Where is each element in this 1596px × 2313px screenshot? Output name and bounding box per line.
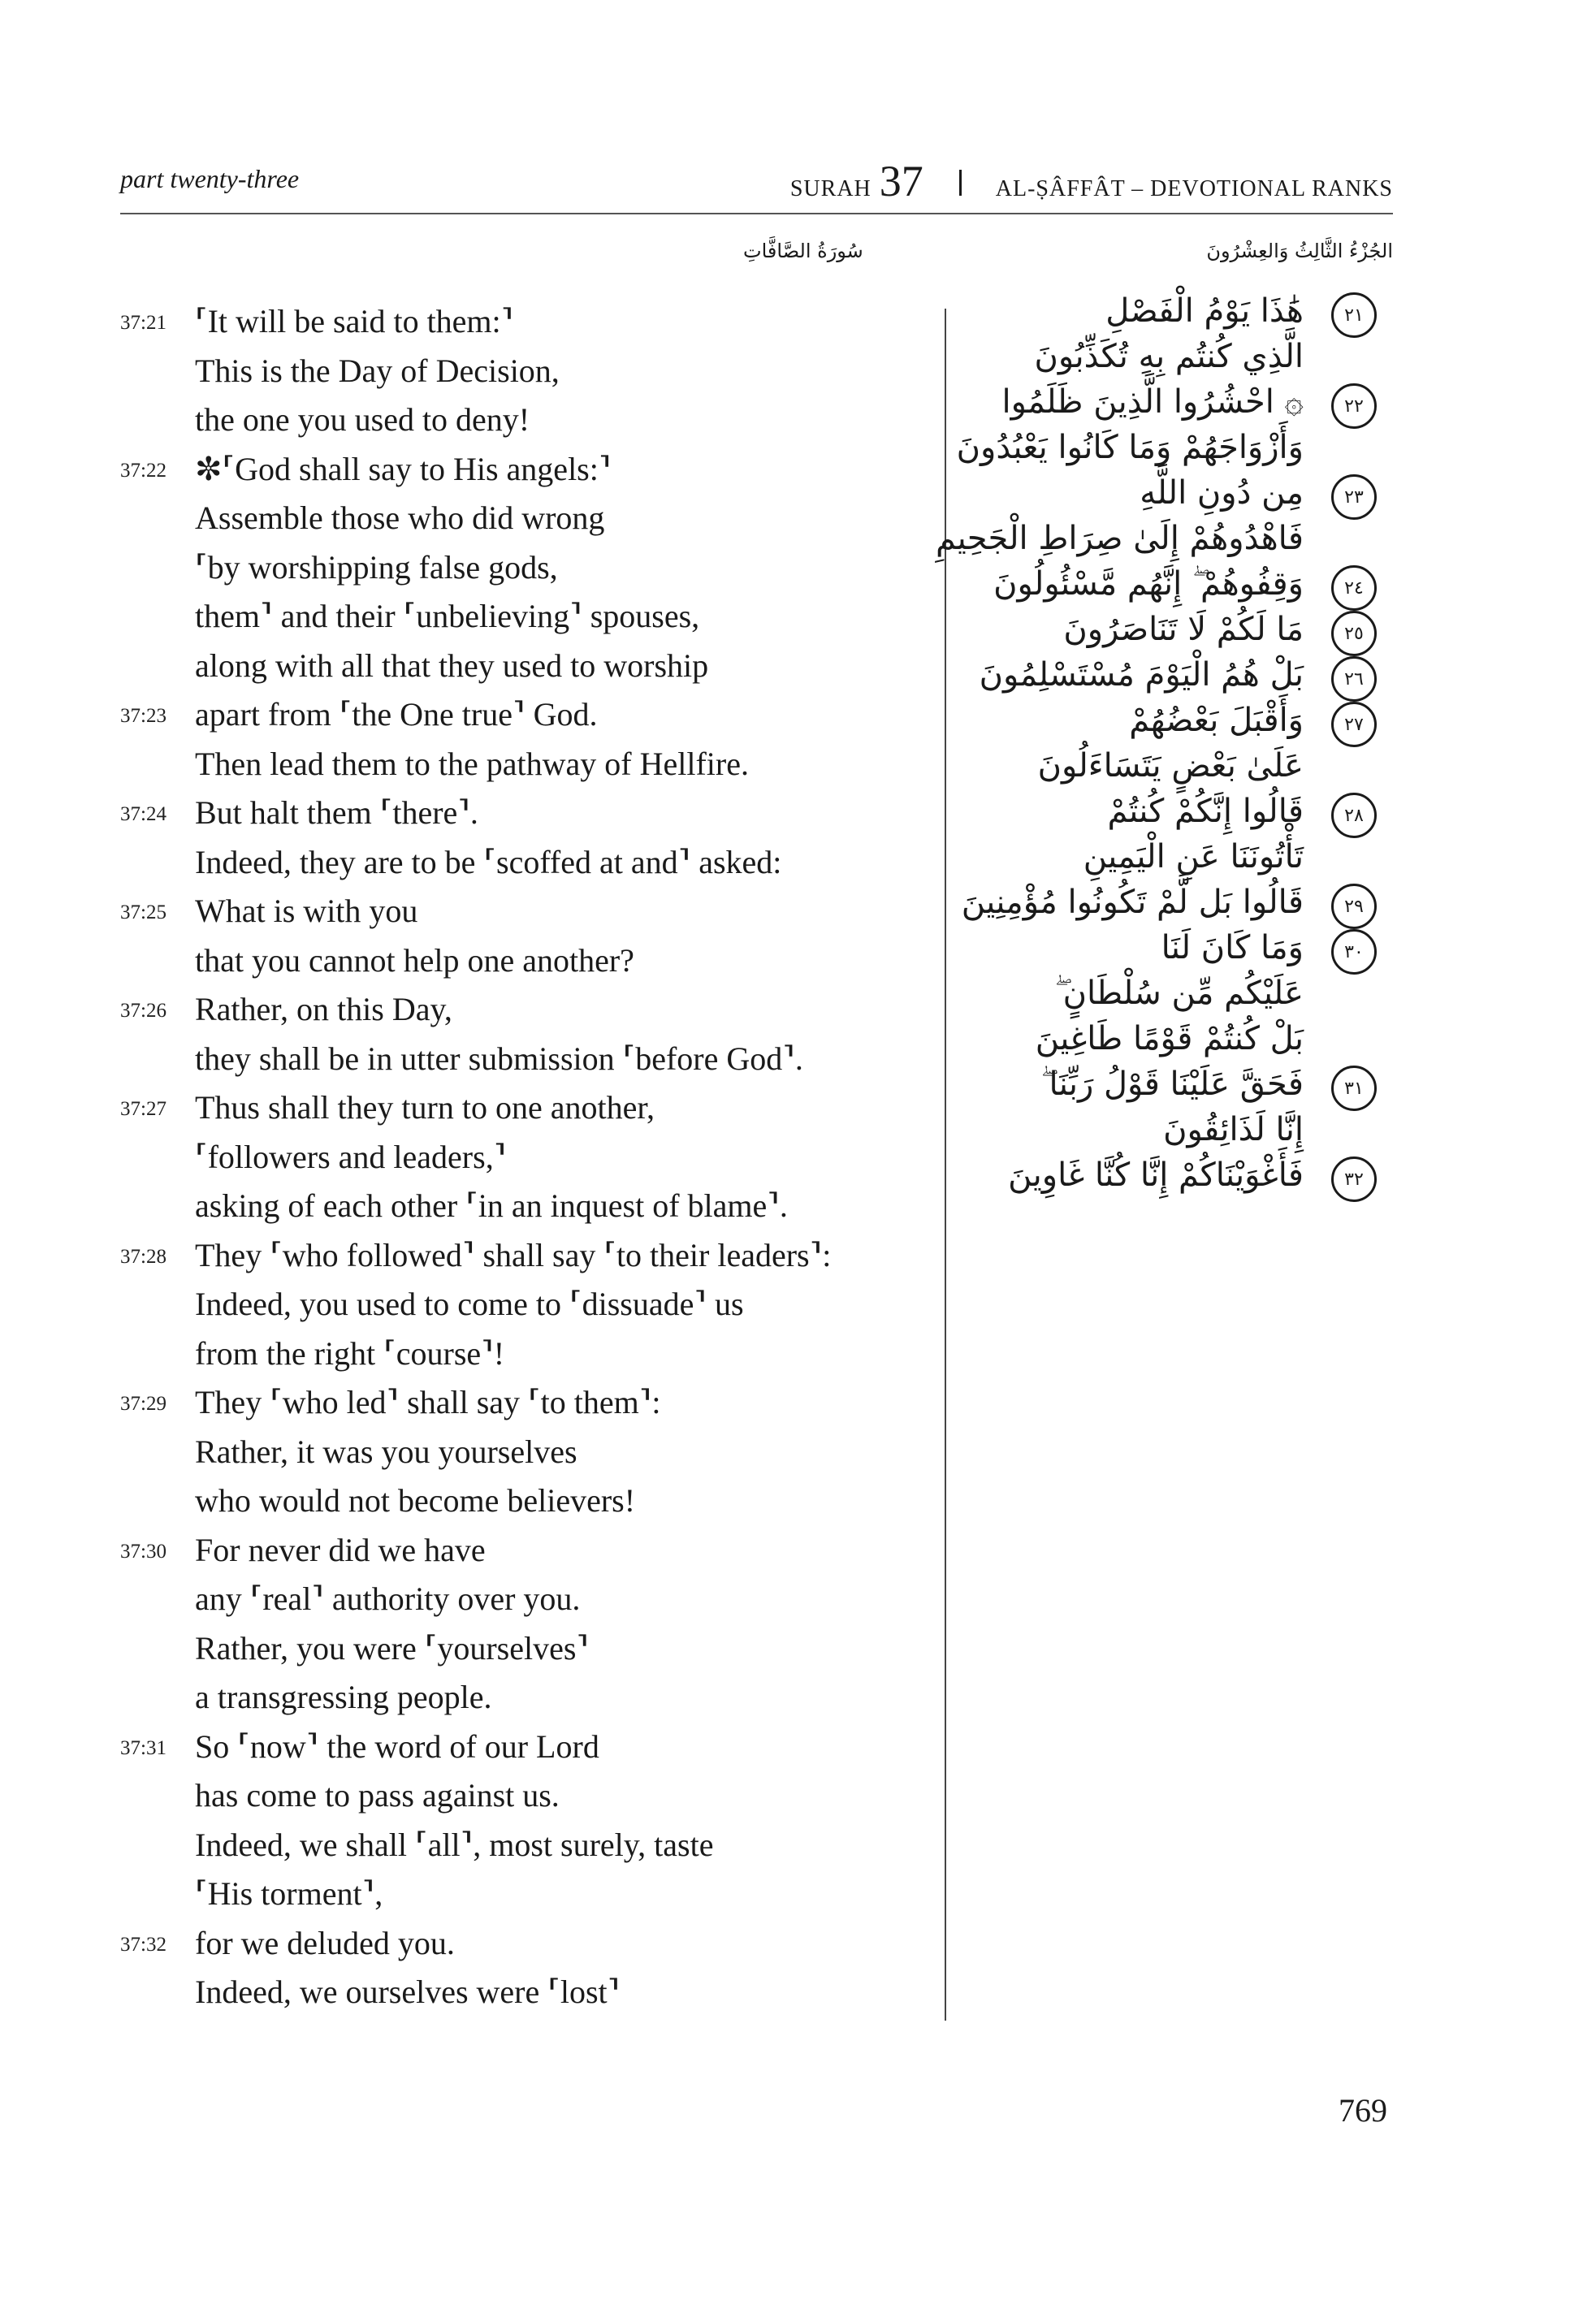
column-divider	[945, 309, 946, 2021]
translation-text: Thus shall they turn to one another,	[195, 1089, 655, 1126]
arabic-line	[967, 1066, 1377, 1111]
arabic-running-header	[743, 240, 1393, 277]
arabic-verse-text: مِن دُونِ اللَّهِ	[1140, 474, 1304, 512]
arabic-verse-text: إِنَّا لَذَائِقُونَ	[1163, 1111, 1304, 1148]
translation-text: Indeed, you used to come to ⸢dissuade⸣ us	[195, 1286, 744, 1322]
arabic-line	[967, 1111, 1377, 1156]
translation-line	[120, 790, 916, 840]
translation-text: Assemble those who did wrong	[195, 499, 605, 536]
verse-number: 37:24	[120, 803, 167, 825]
translation-text: Indeed, we ourselves were ⸢lost⸣	[195, 1974, 621, 2010]
arabic-verse-text: عَلَىٰ بَعْضٍ يَتَسَاءَلُونَ	[1037, 747, 1304, 785]
arabic-verse-text: وَأَقْبَلَ بَعْضُهُمْ	[1129, 702, 1304, 739]
ayah-number-marker: ٢٦	[1331, 656, 1377, 702]
ayah-number-marker: ٢٢	[1331, 383, 1377, 429]
translation-line	[120, 1822, 916, 1872]
arabic-surah-label: سُورَةُ الصَّافَّاتِ	[743, 240, 863, 262]
translation-line	[120, 938, 916, 988]
translation-line	[120, 1478, 916, 1528]
arabic-verse-text: مَا لَكُمْ لَا تَنَاصَرُونَ	[1063, 611, 1304, 648]
translation-line	[120, 888, 916, 938]
running-header	[120, 157, 1393, 205]
translation-text: ⸢His torment⸣,	[195, 1875, 383, 1912]
translation-line	[120, 1282, 916, 1331]
arabic-juz-label: الجُزْءُ الثَّالِثُ وَالعِشْرُونَ	[1206, 240, 1393, 262]
ayah-number-marker: ٢٥	[1331, 611, 1377, 656]
verse-number: 37:21	[120, 312, 167, 334]
arabic-line	[967, 702, 1377, 747]
translation-line	[120, 1331, 916, 1381]
translation-text: from the right ⸢course⸣!	[195, 1334, 505, 1372]
verse-number: 37:27	[120, 1098, 167, 1120]
verse-number: 37:32	[120, 1933, 167, 1956]
verse-number: 37:28	[120, 1245, 167, 1268]
arabic-verse-text: فَاهْدُوهُمْ إِلَىٰ صِرَاطِ الْجَحِيمِ	[936, 520, 1304, 557]
header-rule	[120, 213, 1393, 214]
ayah-number-marker: ٣٠	[1331, 929, 1377, 975]
translation-text: they shall be in utter submission ⸢before God⸣.	[195, 1040, 803, 1077]
translation-line	[120, 1626, 916, 1675]
arabic-line	[967, 383, 1377, 429]
translation-line	[120, 1921, 916, 1970]
translation-line	[120, 1233, 916, 1282]
translation-text: ⸢It will be said to them:⸣	[195, 303, 514, 339]
translation-line	[120, 1135, 916, 1184]
arabic-verse-text: ۞ احْشُرُوا الَّذِينَ ظَلَمُوا	[1001, 383, 1304, 421]
translation-text: for we deluded you.	[195, 1924, 455, 1961]
arabic-verse-text: قَالُوا إِنَّكُمْ كُنتُمْ	[1107, 793, 1304, 830]
ayah-number-marker: ٢٧	[1331, 702, 1377, 747]
translation-text: ⸢followers and leaders,⸣	[195, 1138, 507, 1175]
translation-line	[120, 643, 916, 693]
part-label: part twenty-three	[120, 164, 300, 193]
translation-line	[120, 594, 916, 643]
arabic-line	[967, 747, 1377, 793]
arabic-line	[956, 429, 1377, 474]
arabic-verse-text: وَمَا كَانَ لَنَا	[1161, 929, 1304, 966]
translation-line	[120, 1036, 916, 1086]
translation-text: ⸢by worshipping false gods,	[195, 548, 558, 586]
translation-line	[120, 1773, 916, 1822]
verse-number: 37:26	[120, 1000, 167, 1022]
arabic-verse-text: تَأْتُونَنَا عَنِ الْيَمِينِ	[1083, 838, 1304, 875]
surah-title	[790, 159, 1393, 203]
arabic-verse-text: الَّذِي كُنتُم بِهِ تُكَذِّبُونَ	[1034, 338, 1304, 375]
translation-line	[120, 545, 916, 594]
translation-text: a transgressing people.	[195, 1679, 492, 1715]
translation-line	[120, 840, 916, 889]
translation-text: that you cannot help one another?	[195, 941, 634, 979]
arabic-verse-text: فَحَقَّ عَلَيْنَا قَوْلُ رَبِّنَا ۖ	[1040, 1066, 1304, 1103]
translation-line	[120, 1576, 916, 1626]
translation-text: For never did we have	[195, 1531, 486, 1568]
translation-text: Rather, on this Day,	[195, 991, 452, 1027]
surah-name: AL-ṢÂFFÂT – DEVOTIONAL RANKS	[995, 176, 1393, 201]
translation-text: Rather, it was you yourselves	[195, 1433, 577, 1470]
translation-text: any ⸢real⸣ authority over you.	[195, 1580, 581, 1617]
verse-number: 37:22	[120, 459, 167, 482]
arabic-text-column	[936, 292, 1377, 1202]
arabic-verse-text: فَأَغْوَيْنَاكُمْ إِنَّا كُنَّا غَاوِينَ	[1008, 1156, 1304, 1194]
translation-text: ✼⸢God shall say to His angels:⸣	[195, 450, 612, 487]
ayah-number-marker: ٢٣	[1331, 474, 1377, 520]
arabic-verse-text: قَالُوا بَل لَّمْ تَكُونُوا مُؤْمِنِينَ	[961, 884, 1304, 921]
translation-text: has come to pass against us.	[195, 1777, 560, 1814]
verse-number: 37:25	[120, 901, 167, 923]
translation-text: So ⸢now⸣ the word of our Lord	[195, 1727, 599, 1765]
translation-line	[120, 299, 916, 348]
translation-text: Rather, you were ⸢yourselves⸣	[195, 1629, 590, 1667]
translation-line	[120, 1724, 916, 1774]
arabic-line	[967, 611, 1377, 656]
translation-text: asking of each other ⸢in an inquest of blame⸣.	[195, 1187, 788, 1224]
arabic-line	[967, 292, 1377, 338]
verse-number: 37:29	[120, 1393, 167, 1415]
ayah-number-marker: ٢٩	[1331, 884, 1377, 929]
translation-line	[120, 1380, 916, 1429]
ayah-number-marker: ٣١	[1331, 1066, 1377, 1111]
verse-number: 37:30	[120, 1540, 167, 1563]
arabic-line	[967, 474, 1377, 520]
translation-line	[120, 1183, 916, 1233]
translation-text: Indeed, they are to be ⸢scoffed at and⸣ asked:	[195, 843, 782, 880]
arabic-line	[961, 884, 1377, 929]
arabic-verse-text: بَلْ كُنتُمْ قَوْمًا طَاغِينَ	[1035, 1020, 1304, 1057]
ayah-number-marker: ٢٤	[1331, 565, 1377, 611]
translation-text: the one you used to deny!	[195, 401, 530, 438]
arabic-line	[967, 1156, 1377, 1202]
translation-line	[120, 987, 916, 1036]
ayah-number-marker: ٢١	[1331, 292, 1377, 338]
surah-number: 37	[879, 157, 923, 205]
translation-text: But halt them ⸢there⸣.	[195, 794, 478, 831]
translation-text: They ⸢who followed⸣ shall say ⸢to their leaders⸣:	[195, 1236, 832, 1273]
arabic-line	[967, 565, 1377, 611]
arabic-line	[967, 975, 1377, 1020]
arabic-line	[967, 338, 1377, 383]
arabic-line	[936, 520, 1377, 565]
verse-number: 37:23	[120, 705, 167, 727]
ayah-number-marker: ٢٨	[1331, 793, 1377, 838]
english-translation-column	[120, 299, 916, 2019]
translation-line	[120, 348, 916, 398]
arabic-line	[967, 793, 1377, 838]
ayah-number-marker: ٣٢	[1331, 1156, 1377, 1202]
arabic-line	[967, 656, 1377, 702]
arabic-verse-text: وَأَزْوَاجَهُمْ وَمَا كَانُوا يَعْبُدُونَ	[956, 429, 1304, 466]
translation-text: This is the Day of Decision,	[195, 352, 560, 389]
arabic-verse-text: بَلْ هُمُ الْيَوْمَ مُسْتَسْلِمُونَ	[979, 656, 1304, 694]
header-separator	[959, 170, 962, 196]
translation-line	[120, 1528, 916, 1577]
translation-line	[120, 1871, 916, 1921]
translation-text: Indeed, we shall ⸢all⸣, most surely, taste	[195, 1826, 714, 1863]
translation-line	[120, 692, 916, 741]
translation-line	[120, 447, 916, 496]
translation-line	[120, 397, 916, 447]
arabic-verse-text: عَلَيْكُم مِّن سُلْطَانٍ ۖ	[1054, 975, 1304, 1012]
translation-text: Then lead them to the pathway of Hellfire.	[195, 745, 749, 782]
surah-word: SURAH	[789, 176, 872, 201]
arabic-line	[967, 838, 1377, 884]
arabic-line	[967, 929, 1377, 975]
translation-line	[120, 741, 916, 791]
translation-text: apart from ⸢the One true⸣ God.	[195, 696, 598, 733]
translation-line	[120, 1429, 916, 1479]
translation-line	[120, 1085, 916, 1135]
verse-number: 37:31	[120, 1736, 167, 1759]
arabic-verse-text: وَقِفُوهُمْ ۖ إِنَّهُم مَّسْئُولُونَ	[993, 565, 1304, 603]
translation-text: What is with you	[195, 893, 418, 929]
translation-line	[120, 1969, 916, 2019]
translation-text: who would not become believers!	[195, 1482, 636, 1519]
translation-text: them⸣ and their ⸢unbelieving⸣ spouses,	[195, 598, 700, 634]
page-number: 769	[1339, 2092, 1387, 2129]
arabic-line	[967, 1020, 1377, 1066]
translation-text: along with all that they used to worship	[195, 646, 709, 684]
translation-text: They ⸢who led⸣ shall say ⸢to them⸣:	[195, 1384, 661, 1420]
translation-line	[120, 1675, 916, 1724]
translation-line	[120, 495, 916, 545]
arabic-verse-text: هَٰذَا يَوْمُ الْفَصْلِ	[1105, 292, 1304, 330]
